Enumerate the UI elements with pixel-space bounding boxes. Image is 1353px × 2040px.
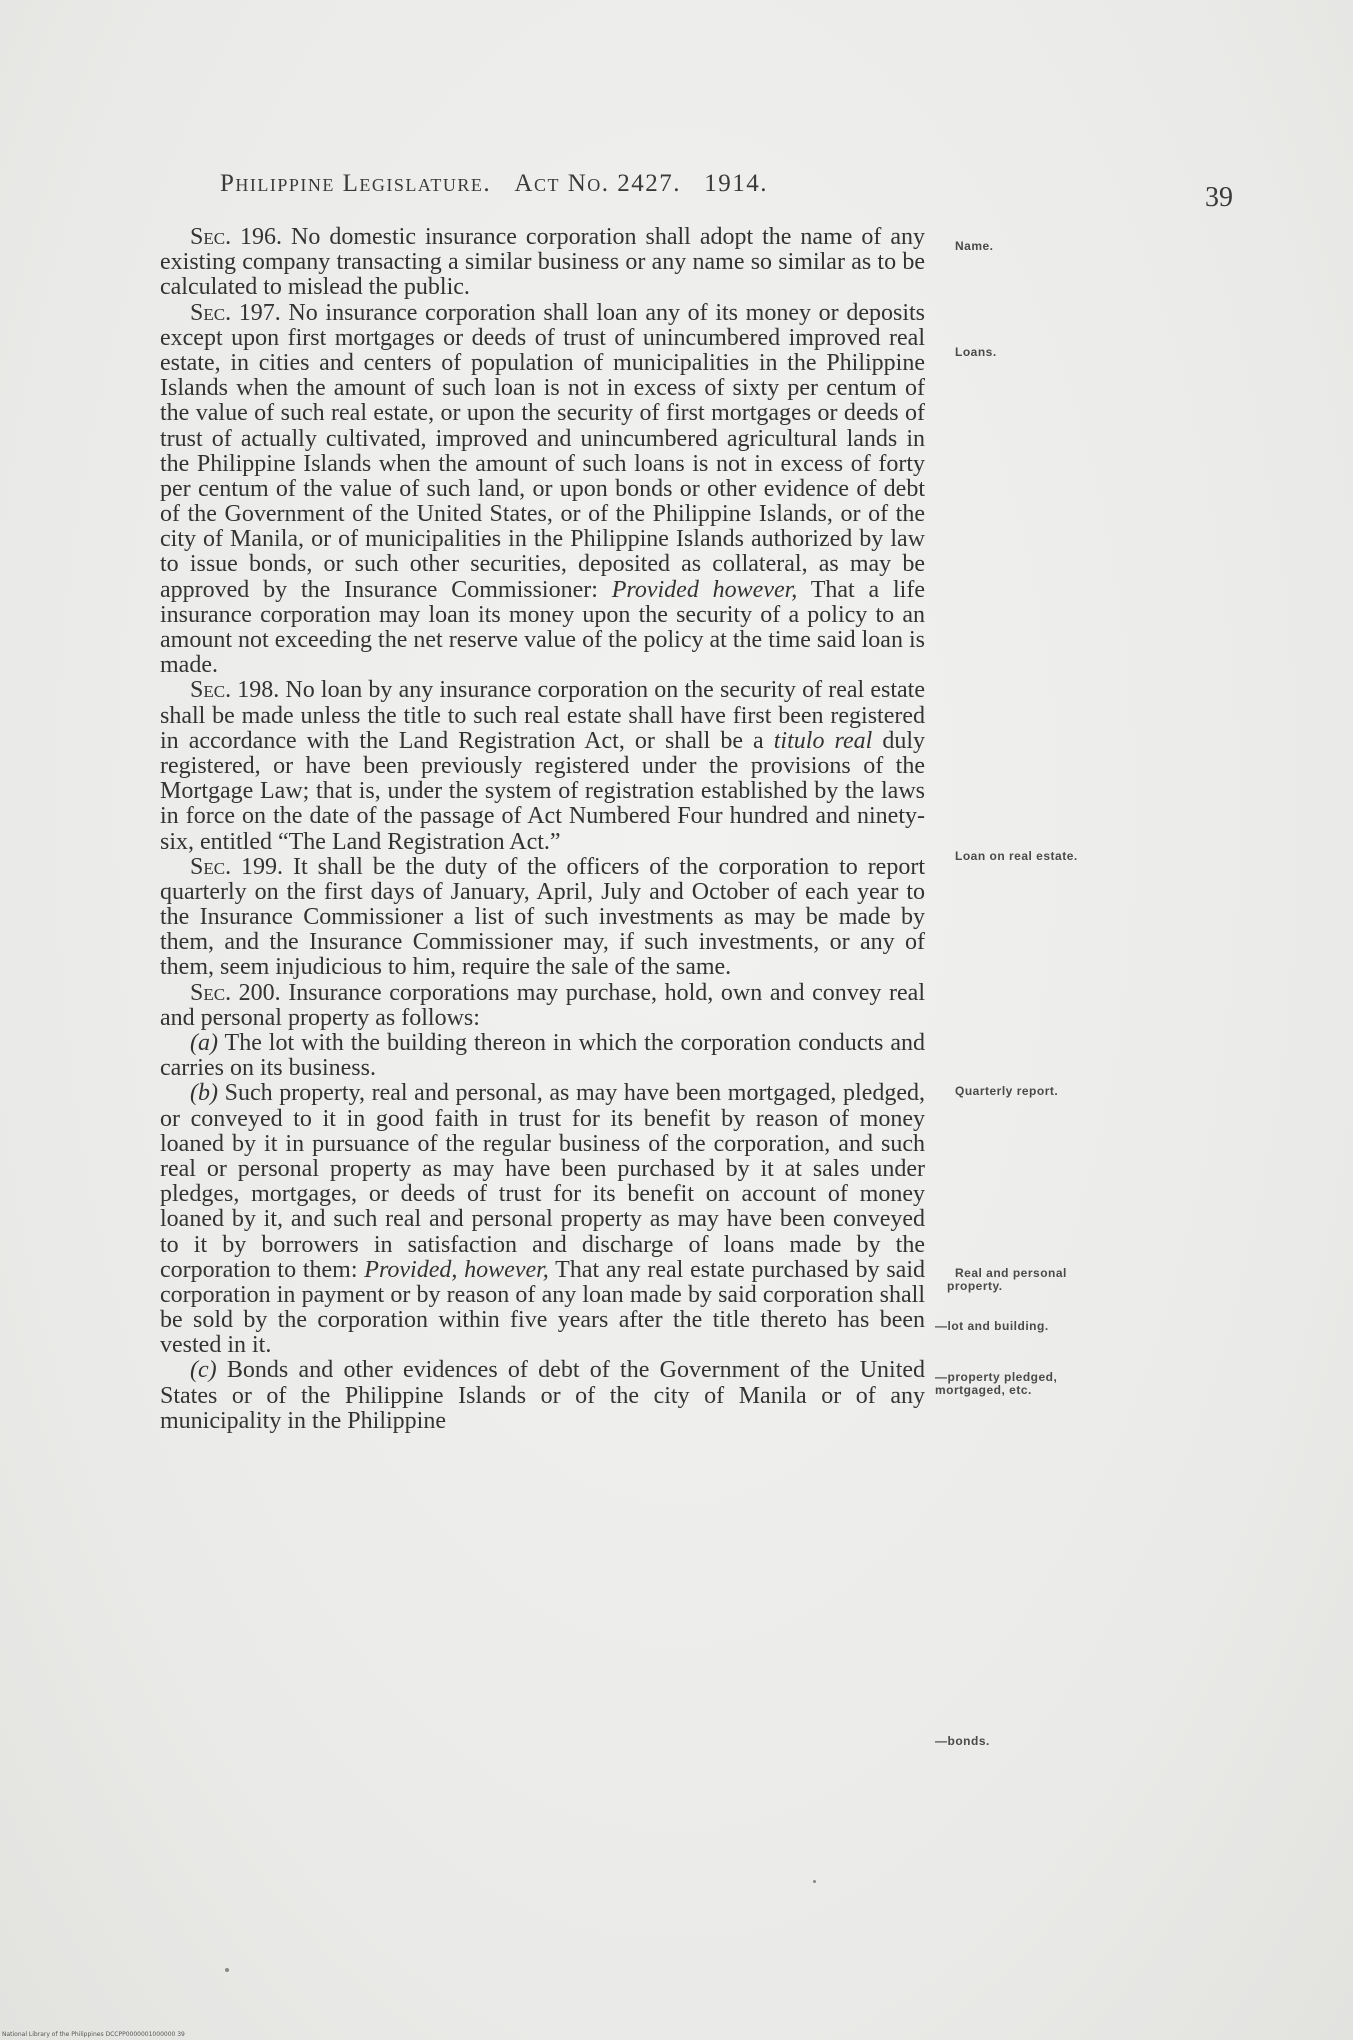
margin-note-line: —property pledged, bbox=[935, 1370, 1058, 1384]
section-198 bbox=[160, 678, 925, 854]
section-197 bbox=[160, 301, 925, 679]
margin-note-real-and-personal-property bbox=[947, 1266, 1135, 1294]
legislature-name: Philippine Legislature. bbox=[220, 170, 492, 197]
proviso-italic: Provided, however, bbox=[364, 1256, 549, 1283]
margin-note-loans: Loans. bbox=[955, 345, 997, 359]
item-text: Such property, real and personal, as may have been mortgaged, pledged, or conveyed to it in good faith in trust for its benefit by reason of money loaned by it in pursuance of the regular business of the corporation, and such real or personal property as may have been purchased by it at sales under pledges, mortgages, or deeds of trust for its benefit on account of money loaned by it, and such real and personal property as may have been conveyed to it by borrowers in satisfaction and discharge of loans made by the corporation to them: bbox=[160, 1080, 925, 1283]
proviso-italic: Provided however, bbox=[611, 576, 798, 603]
margin-note-quarterly-report: Quarterly report. bbox=[955, 1084, 1059, 1098]
section-label: Sec. 199. bbox=[190, 853, 284, 880]
section-196 bbox=[160, 225, 925, 301]
scan-speck bbox=[813, 1880, 816, 1883]
section-text-continued: That a life insurance corporation may loan its money upon the security of a policy to an amount not exceeding the net reserve value of the policy at the time said loan is made. bbox=[160, 576, 925, 679]
section-text: No loan by any insurance corporation on the security of real estate shall be made unless the title to such real estate shall have first been registered in accordance with the Land Registration Act, or shall be a bbox=[160, 677, 926, 754]
margin-note-property-pledged bbox=[935, 1371, 1135, 1397]
section-label: Sec. 197. bbox=[190, 299, 281, 326]
item-label: (b) bbox=[190, 1080, 218, 1107]
item-b bbox=[160, 1081, 925, 1358]
item-text-continued: That any real estate purchased by said corporation in payment or by reason of any loan made by said corporation shall be sold by the corporation within five years after the title thereto has been vested in it. bbox=[160, 1256, 925, 1359]
scan-speck bbox=[225, 1968, 229, 1972]
item-c bbox=[160, 1358, 925, 1434]
item-text: The lot with the building thereon in which the corporation conducts and carries on its business. bbox=[160, 1030, 925, 1082]
titulo-real-italic: titulo real bbox=[773, 727, 873, 754]
running-head bbox=[220, 170, 880, 198]
margin-note-loan-on-real-estate: Loan on real estate. bbox=[955, 849, 1078, 863]
act-year: 1914. bbox=[704, 170, 769, 197]
margin-note-bonds: —bonds. bbox=[935, 1734, 990, 1748]
scan-credit: National Library of the Philippines DCCPP0000001000000 39 bbox=[2, 2031, 185, 2038]
section-label: Sec. 200. bbox=[190, 979, 281, 1006]
margin-note-name: Name. bbox=[955, 239, 994, 253]
body-text bbox=[160, 225, 925, 1434]
item-label: (a) bbox=[190, 1030, 218, 1056]
section-text: No insurance corporation shall loan any of its money or deposits except upon first mortgages or deeds of trust of unincumbered improved real estate, in cities and centers of population of municipalities in the Philippine Islands when the amount of such loan is not in excess of sixty per centum of the value of such real estate, or upon the security of first mortgages or deeds of trust of actually cultivated, improved and unincumbered agricultural lands in the Philippine Islands when the amount of such loans is not in excess of forty per centum of the value of such land, or upon bonds or other evidence of debt of the Government of the United States, or of the Philippine Islands, or of the city of Manila, or of municipalities in the Philippine Islands authorized by law to issue bonds, or such other securities, deposited as collateral, as may be approved by the Insurance Commissioner: bbox=[160, 299, 925, 603]
margin-note-lot-and-building: —lot and building. bbox=[935, 1319, 1049, 1333]
section-text-continued: duly registered, or have been previously registered under the provisions of the Mortgage Law; that is, under the system of registration established by the laws in force on the date of the passage of Act Numbered Four hundred and ninety-six, entitled “The Land Registration Act.” bbox=[160, 727, 925, 855]
item-a bbox=[160, 1031, 925, 1081]
section-199 bbox=[160, 855, 925, 981]
section-text: Insurance corporations may purchase, hold, own and convey real and personal property as follows: bbox=[160, 979, 926, 1031]
page-number: 39 bbox=[1205, 182, 1233, 213]
item-text: Bonds and other evidences of debt of the Government of the United States or of the Philippine Islands or of the city of Manila or of any municipality in the Philippine bbox=[160, 1357, 926, 1434]
margin-note-line: property. bbox=[947, 1279, 1003, 1294]
section-text: No domestic insurance corporation shall adopt the name of any existing company transacting a similar business or any name so similar as to be calculated to mislead the public. bbox=[160, 224, 926, 301]
section-text: It shall be the duty of the officers of the corporation to report quarterly on the first days of January, April, July and October of each year to the Insurance Commissioner a list of such investments as may be made by them, and the Insurance Commissioner may, if such investments, or any of them, seem injudicious to him, require the sale of the same. bbox=[160, 853, 925, 981]
item-label: (c) bbox=[190, 1357, 217, 1384]
act-number: Act No. 2427. bbox=[514, 170, 682, 197]
section-label: Sec. 196. bbox=[190, 224, 283, 250]
margin-note-line: Real and personal bbox=[955, 1266, 1067, 1280]
section-label: Sec. 198. bbox=[190, 677, 280, 704]
margin-note-line: mortgaged, etc. bbox=[935, 1383, 1032, 1398]
section-200 bbox=[160, 981, 925, 1031]
